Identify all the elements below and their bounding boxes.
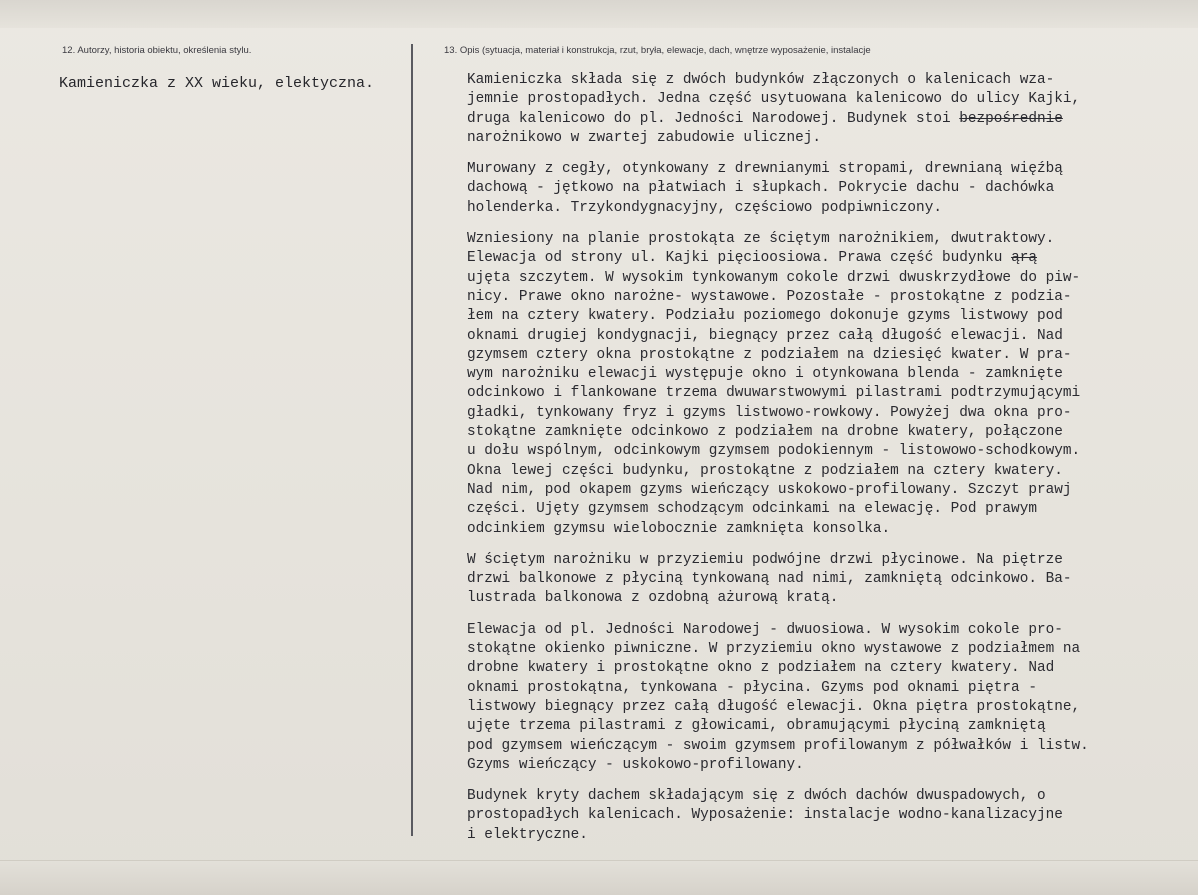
text-line: gzymsem cztery okna prostokątne z podziałem na dziesięć kwater. W pra- bbox=[467, 346, 1072, 363]
text-line: narożnikowo w zwartej zabudowie ulicznej. bbox=[467, 129, 822, 146]
header-description: 13. Opis (sytuacja, materiał i konstrukcja, rzut, bryła, elewacje, dach, wnętrze wyposażenie, instalacje bbox=[444, 45, 871, 56]
text-line: u dołu wspólnym, odcinkowym gzymsem podokiennym - listowowo-schodkowym. bbox=[467, 443, 1081, 460]
text-line: Kamieniczka składa się z dwóch budynków złączonych o kalenicach wza- bbox=[467, 72, 1055, 88]
style-description: Kamieniczka z XX wieku, elektyczna. bbox=[59, 75, 375, 92]
text-line: pod gzymsem wieńczącym - swoim gzymsem profilowanym z półwałków i listw. bbox=[467, 737, 1089, 754]
text-line: listwowy biegnący przez całą długość elewacji. Okna piętra prostokątne, bbox=[467, 698, 1081, 715]
text-line: Gzyms wieńczący - uskokowo-profilowany. bbox=[467, 756, 804, 773]
text-line: Murowany z cegły, otynkowany z drewnianymi stropami, drewnianą więźbą bbox=[467, 161, 1063, 178]
text-line: części. Ujęty gzymsem schodzącym odcinkami na elewację. Pod prawym bbox=[467, 501, 1037, 518]
text-line: lustrada balkonowa z ozdobną ażurową kratą. bbox=[467, 590, 839, 607]
text-line: stokątne okienko piwniczne. W przyziemiu okno wystawowe z podziałmem na bbox=[467, 641, 1081, 658]
text-line: Nad nim, pod okapem gzyms wieńczący uskokowo-profilowany. Szczyt prawj bbox=[467, 481, 1072, 498]
text-line: Elewacja od pl. Jedności Narodowej - dwuosiowa. W wysokim cokole pro- bbox=[467, 621, 1063, 638]
text-line: nicy. Prawe okno narożne- wystawowe. Pozostałe - prostokątne z podzia- bbox=[467, 288, 1072, 305]
text-line: dachową - jętkowo na płatwiach i słupkach. Pokrycie dachu - dachówka bbox=[467, 180, 1055, 197]
text-line: stokątne zamknięte odcinkowo z podziałem na drobne kwatery, połączone bbox=[467, 424, 1063, 441]
paragraph-1 bbox=[467, 71, 1187, 148]
text-line: drzwi balkonowe z płyciną tynkowaną nad nimi, zamkniętą odcinkowo. Ba- bbox=[467, 571, 1072, 588]
text-line: W ściętym narożniku w przyziemiu podwójne drzwi płycinowe. Na piętrze bbox=[467, 551, 1063, 568]
paragraph-5 bbox=[467, 621, 1187, 775]
header-authors-history-style: 12. Autorzy, historia obiektu, określenia stylu. bbox=[62, 45, 252, 56]
text-line: odcinkiem gzymsu wielobocznie zamknięta konsolka. bbox=[467, 520, 891, 537]
top-shadow-strip bbox=[0, 0, 1198, 28]
column-divider bbox=[411, 44, 413, 836]
text-line: Okna lewej części budynku, prostokątne z podziałem na cztery kwatery. bbox=[467, 462, 1063, 479]
text-line bbox=[467, 110, 1187, 129]
text-line: oknami drugiej kondygnacji, biegnący przez całą długość elewacji. Nad bbox=[467, 327, 1063, 344]
text-line: wym narożniku elewacji występuje okno i otynkowana blenda - zamknięte bbox=[467, 366, 1063, 383]
text-line: Budynek kryty dachem składającym się z dwóch dachów dwuspadowych, o bbox=[467, 788, 1046, 805]
text-line: Wzniesiony na planie prostokąta ze ściętym narożnikiem, dwutraktowy. bbox=[467, 231, 1055, 248]
text-line: holenderka. Trzykondygnacyjny, częściowo podpiwniczony. bbox=[467, 199, 942, 216]
paragraph-6 bbox=[467, 787, 1187, 845]
text-line: odcinkowo i flankowane trzema dwuwarstwowymi pilastrami podtrzymującymi bbox=[467, 385, 1081, 402]
struck-word: bezpośrednie bbox=[959, 110, 1063, 127]
paragraph-2 bbox=[467, 160, 1187, 218]
text-line: ujęte trzema pilastrami z głowicami, obramującymi płyciną zamkniętą bbox=[467, 718, 1046, 735]
description-body bbox=[467, 71, 1187, 857]
text-line bbox=[467, 249, 1187, 268]
paragraph-4 bbox=[467, 551, 1187, 609]
paragraph-3 bbox=[467, 230, 1187, 539]
text-line: ujęta szczytem. W wysokim tynkowanym cokole drzwi dwuskrzydłowe do piw- bbox=[467, 269, 1081, 286]
bottom-page-fold bbox=[0, 860, 1198, 895]
struck-word: ąrą bbox=[1011, 250, 1037, 267]
text-line: jemnie prostopadłych. Jedna część usytuowana kalenicowo do ulicy Kajki, bbox=[467, 91, 1081, 108]
text-line: oknami prostokątna, tynkowana - płycina. Gzyms pod oknami piętra - bbox=[467, 679, 1037, 696]
text-line-segment: druga kalenicowo do pl. Jedności Narodowej. Budynek stoi bbox=[467, 110, 951, 127]
text-line: gładki, tynkowany fryz i gzyms listwowo-rowkowy. Powyżej dwa okna pro- bbox=[467, 404, 1072, 421]
text-line: prostopadłych kalenicach. Wyposażenie: instalacje wodno-kanalizacyjne bbox=[467, 807, 1063, 824]
text-line: łem na cztery kwatery. Podziału poziomego dokonuje gzyms listwowy pod bbox=[467, 308, 1063, 325]
text-line-segment: Elewacja od strony ul. Kajki pięcioosiowa. Prawa część budynku bbox=[467, 250, 1003, 267]
text-line: i elektryczne. bbox=[467, 826, 588, 843]
text-line: drobne kwatery i prostokątne okno z podziałem na cztery kwatery. Nad bbox=[467, 660, 1055, 677]
